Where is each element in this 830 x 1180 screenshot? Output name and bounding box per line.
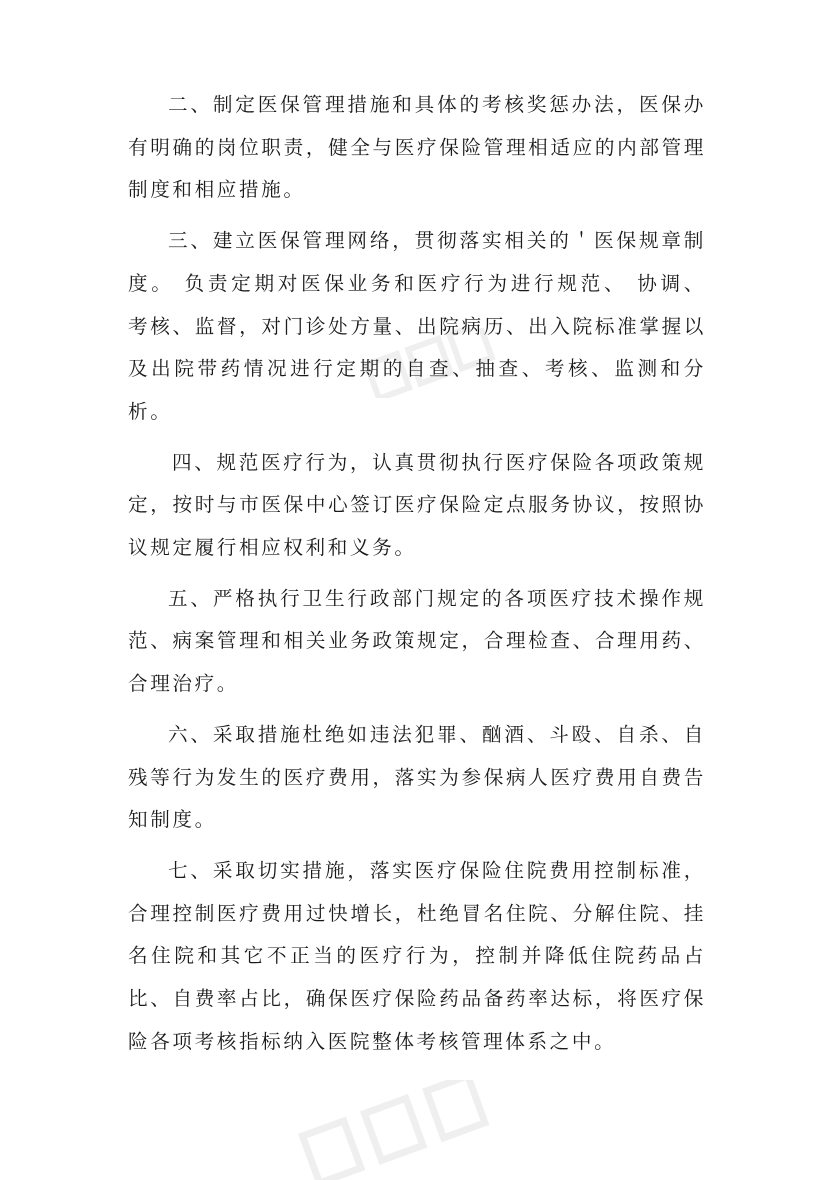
paragraph-7: 七、采取切实措施，落实医疗保险住院费用控制标准，合理控制医疗费用过快增长，杜绝冒名住院、分解住院、挂名住院和其它不正当的医疗行为，控制并降低住院药品占比、自费率占比，确保医疗保险药品备药率达标，将医疗保险各项考核指标纳入医院整体考核管理体系之中。 <box>128 858 706 1053</box>
paragraph-6: 六、采取措施杜绝如违法犯罪、酗酒、斗殴、自杀、自残等行为发生的医疗费用，落实为参保病人医疗费用自费告知制度。 <box>128 722 706 832</box>
paragraph-2: 二、制定医保管理措施和具体的考核奖惩办法，医保办有明确的岗位职责，健全与医疗保险管理相适应的内部管理制度和相应措施。 <box>128 93 706 202</box>
paragraph-4: 四、规范医疗行为，认真贯彻执行医疗保险各项政策规定，按时与市医保中心签订医疗保险定点服务协议，按照协议规定履行相应权利和义务。 <box>128 450 706 560</box>
document-body <box>128 84 706 1071</box>
watermark-bottom-icon <box>290 1080 500 1180</box>
paragraph-3: 三、建立医保管理网络，贯彻落实相关的＇医保规章制度。 负责定期对医保业务和医疗行为进行规范、 协调、 考核、监督，对门诊处方量、出院病历、出入院标准掌握以及出院带药情况进行定期的自查、抽查、考核、监测和分析。 <box>128 229 706 423</box>
paragraph-5: 五、严格执行卫生行政部门规定的各项医疗技术操作规范、病案管理和相关业务政策规定，合理检查、合理用药、合理治疗。 <box>128 586 706 696</box>
